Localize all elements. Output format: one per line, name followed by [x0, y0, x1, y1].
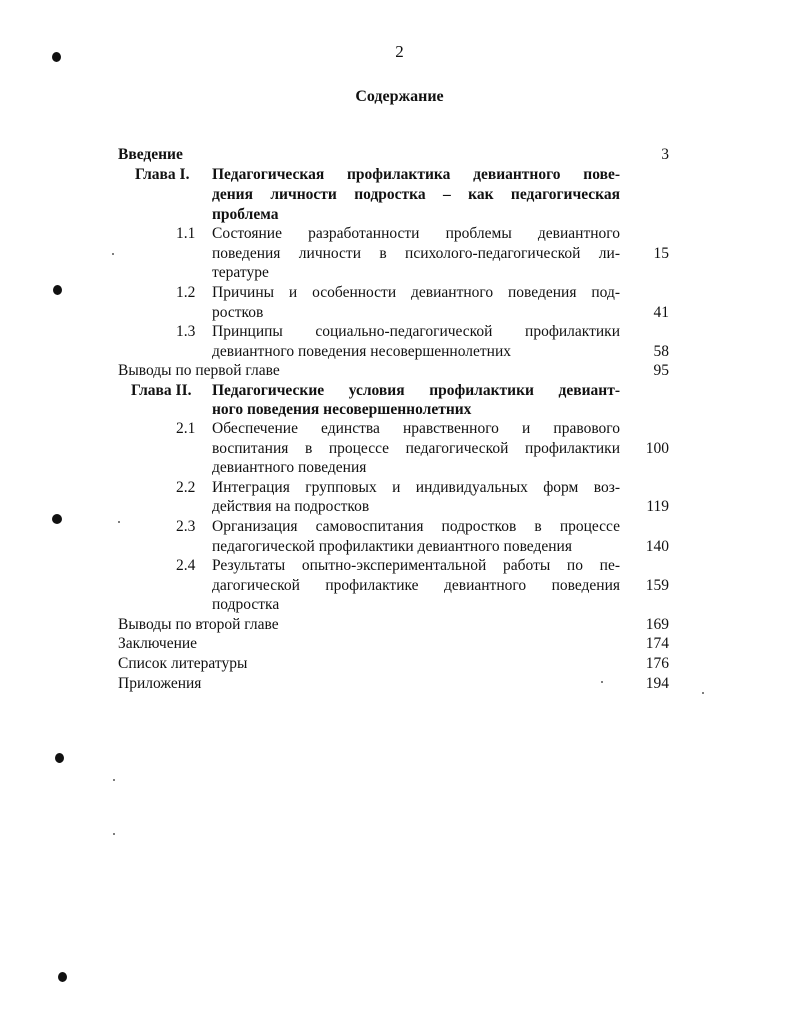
scan-speck [113, 833, 115, 835]
toc-label: Список литературы [118, 655, 248, 672]
chapter-title-line: проблема [212, 206, 279, 223]
toc-entry-section-2-4-cont [0, 576, 799, 596]
toc-entry-chapter-1-cont [0, 185, 799, 205]
toc-entry-section-1-3 [0, 322, 799, 342]
section-number: 2.4 [176, 557, 196, 574]
scan-speck [113, 779, 115, 781]
toc-entry-section-2-1 [0, 419, 799, 439]
chapter-title-line: Педагогическая профилактика девиантного пове- [212, 166, 620, 183]
punch-hole-mark [58, 972, 67, 982]
toc-entry-section-2-4 [0, 556, 799, 576]
toc-entry-conclusions-2 [0, 615, 799, 635]
toc-entry-section-1-1-cont [0, 263, 799, 283]
punch-hole-mark [55, 753, 64, 763]
toc-entry-appendices [0, 674, 799, 694]
toc-entry-section-2-1-cont [0, 458, 799, 478]
section-title-line: Причины и особенности девиантного поведения под- [212, 284, 620, 301]
toc-label: Выводы по второй главе [118, 616, 279, 633]
toc-page: 176 [645, 655, 669, 672]
section-number: 2.1 [176, 420, 196, 437]
toc-entry-chapter-2 [0, 381, 799, 401]
section-title-line: действия на подростков [212, 498, 370, 515]
section-title-line: ростков [212, 304, 264, 321]
section-number: 1.2 [176, 284, 196, 301]
toc-label: Введение [118, 146, 183, 163]
toc-entry-conclusion [0, 634, 799, 654]
toc-page: 15 [653, 245, 669, 262]
section-title-line: Состояние разработанности проблемы девиантного [212, 225, 620, 242]
toc-entry-conclusions-1 [0, 361, 799, 381]
toc-page: 95 [653, 362, 669, 379]
toc-page: 3 [661, 146, 669, 163]
chapter-label: Глава I. [135, 166, 190, 183]
scan-speck [601, 681, 603, 683]
toc-page: 159 [645, 577, 669, 594]
chapter-title-line: ного поведения несовершеннолетних [212, 401, 472, 418]
section-title-line: Принципы социально-педагогической профилактики [212, 323, 620, 340]
toc-label: Выводы по первой главе [118, 362, 280, 379]
section-title-line: тературе [212, 264, 269, 281]
section-title-line: Интеграция групповых и индивидуальных форм воз- [212, 479, 620, 496]
section-title-line: Результаты опытно-экспериментальной работы по пе- [212, 557, 620, 574]
section-title-line: педагогической профилактики девиантного поведения [212, 538, 572, 555]
toc-entry-section-2-1-cont [0, 439, 799, 459]
chapter-label: Глава II. [131, 382, 192, 399]
toc-entry-chapter-1-cont [0, 205, 799, 225]
toc-entry-section-2-2 [0, 478, 799, 498]
punch-hole-mark [52, 514, 62, 524]
toc-entry-chapter-1 [0, 165, 799, 185]
toc-entry-section-2-3 [0, 517, 799, 537]
section-title-line: девиантного поведения [212, 459, 367, 476]
toc-entry-section-2-4-cont [0, 595, 799, 615]
toc-entry-chapter-2-cont [0, 400, 799, 420]
section-title-line: подростка [212, 596, 280, 613]
chapter-title-line: Педагогические условия профилактики девиант- [212, 382, 620, 399]
toc-entry-section-1-1 [0, 224, 799, 244]
toc-page: 100 [645, 440, 669, 457]
toc-entry-section-2-3-cont [0, 537, 799, 557]
scan-speck [702, 692, 704, 694]
section-number: 1.3 [176, 323, 196, 340]
toc-entry-section-1-1-cont [0, 244, 799, 264]
section-title-line: поведения личности в психолого-педагогической ли- [212, 245, 620, 262]
page-number: 2 [395, 42, 404, 61]
page-title: Содержание [355, 88, 444, 105]
toc-entry-section-2-2-cont [0, 497, 799, 517]
toc-entry-section-1-2-cont [0, 303, 799, 323]
toc-page: 58 [653, 343, 669, 360]
section-number: 1.1 [176, 225, 196, 242]
toc-page: 194 [645, 675, 669, 692]
section-title-line: девиантного поведения несовершеннолетних [212, 343, 512, 360]
section-title-line: дагогической профилактике девиантного поведения [212, 577, 620, 594]
scan-speck [112, 253, 114, 255]
toc-label: Приложения [118, 675, 202, 692]
section-title-line: Обеспечение единства нравственного и правового [212, 420, 620, 437]
section-number: 2.2 [176, 479, 196, 496]
toc-entry-section-1-2 [0, 283, 799, 303]
section-title-line: воспитания в процессе педагогической профилактики [212, 440, 620, 457]
toc-page: 174 [645, 635, 669, 652]
toc-entry-introduction [0, 145, 799, 165]
punch-hole-mark [53, 285, 62, 295]
section-title-line: Организация самовоспитания подростков в процессе [212, 518, 620, 535]
punch-hole-mark [52, 52, 61, 62]
toc-entry-references [0, 654, 799, 674]
chapter-title-line: дения личности подростка – как педагогическая [212, 186, 620, 203]
toc-page: 169 [645, 616, 669, 633]
toc-page: 119 [646, 498, 669, 515]
scan-speck [118, 521, 120, 523]
toc-label: Заключение [118, 635, 198, 652]
section-number: 2.3 [176, 518, 196, 535]
toc-page: 140 [645, 538, 669, 555]
toc-entry-section-1-3-cont [0, 342, 799, 362]
toc-page: 41 [653, 304, 669, 321]
